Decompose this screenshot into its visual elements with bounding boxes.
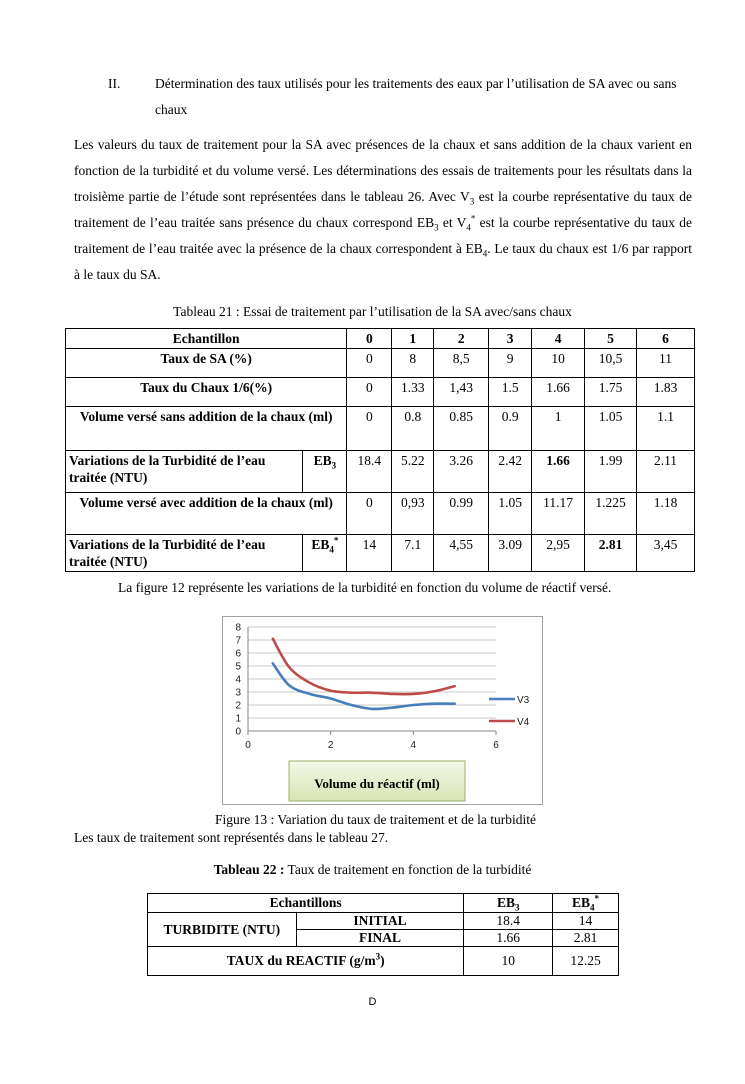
chart-svg: [223, 617, 542, 804]
y-tick-label: 1: [235, 713, 241, 725]
header-label: Echantillon: [66, 329, 347, 349]
y-tick-label: 8: [235, 622, 241, 634]
figure-caption: Figure 13 : Variation du taux de traitement et de la turbidité: [215, 812, 537, 827]
y-tick-label: 4: [235, 674, 241, 686]
table1-caption: Tableau 21 : Essai de traitement par l’utilisation de la SA avec/sans chaux: [173, 304, 572, 319]
y-tick-label: 0: [235, 726, 241, 738]
figure-note: La figure 12 représente les variations de la turbidité en fonction du volume de réactif versé.: [118, 580, 612, 595]
x-axis-label: Volume du réactif (ml): [314, 776, 440, 791]
y-tick-label: 7: [235, 635, 241, 647]
table-row: Variations de la Turbidité de l’eau traitée (NTU) $EB_3$ 18.4 5.22 3.26 2.42 1.66 1.99 2.11: [66, 451, 695, 493]
section-number: II.: [108, 76, 121, 91]
y-tick-label: 6: [235, 648, 241, 660]
table-row: Taux du Chaux 1/6(%) 0 1.33 1,43 1.5 1.66 1.75 1.83: [66, 378, 695, 407]
section-title: Détermination des taux utilisés pour les traitements des eaux par l’utilisation de SA avec ou sans chaux: [155, 76, 677, 117]
table-row: Volume versé sans addition de la chaux (ml) 0 0.8 0.85 0.9 1 1.05 1.1: [66, 407, 695, 451]
table-header-row: Echantillon 0 1 2 3 4 5 6: [66, 329, 695, 349]
table-row: TAUX du REACTIF $(g/m^3)$ 10 12.25: [148, 947, 619, 976]
y-tick-label: 3: [235, 687, 241, 699]
legend-label: V3: [517, 695, 530, 706]
eb3-tag: $EB_3$: [303, 451, 347, 493]
treatment-table: [65, 328, 695, 572]
series-line-v3: [273, 663, 455, 709]
x-tick-label: 2: [327, 740, 334, 751]
table-row: Taux de SA (%) 0 8 8,5 9 10 10,5 11: [66, 349, 695, 378]
table-row: FINAL 1.66 2.81: [148, 930, 619, 947]
legend-label: V4: [517, 717, 530, 728]
x-tick-label: 4: [410, 740, 417, 751]
page-footer: D: [368, 996, 377, 1008]
turbidity-chart: [222, 616, 543, 805]
y-tick-label: 5: [235, 661, 241, 673]
table-reference: Les taux de traitement sont représentés dans le tableau 27.: [74, 830, 389, 845]
table2-caption: Tableau 22 : Taux de traitement en fonction de la turbidité: [213, 862, 532, 877]
x-tick-label: 0: [245, 740, 251, 751]
table-row: Variations de la Turbidité de l’eau traitée (NTU) $EB_4^*$ 14 7.1 4,55 3.09 2,95 2.81 3,45: [66, 535, 695, 572]
table-header-row: Echantillons $EB_3$ $EB_4^*$: [148, 894, 619, 913]
dose-table: [147, 893, 619, 976]
table-row: TURBIDITE (NTU) INITIAL 18.4 14: [148, 913, 619, 930]
intro-paragraph: Les valeurs du taux de traitement pour la SA avec présences de la chaux et sans addition de la chaux varient en fonction de la turbidité et du volume versé. Les déterminations des essais de traitements pour les résultats dans la troisième partie de l’étude sont représentées dans le tableau 26. Avec $V_3$ est la courbe représentative du taux de traitement de l’eau traitée sans présence du chaux correspond $EB_3$ et $V_4^*$ est la courbe représentative du taux de traitement de l’eau traitée avec la présence de la chaux correspondent à $EB_4$. Le taux du chaux est 1/6 par rapport à le taux du SA.: [74, 137, 692, 282]
table-row: Volume versé avec addition de la chaux (ml) 0 0,93 0.99 1.05 11.17 1.225 1.18: [66, 493, 695, 535]
eb4-tag: $EB_4^*$: [303, 535, 347, 572]
y-tick-label: 2: [235, 700, 241, 712]
x-tick-label: 6: [493, 740, 499, 751]
